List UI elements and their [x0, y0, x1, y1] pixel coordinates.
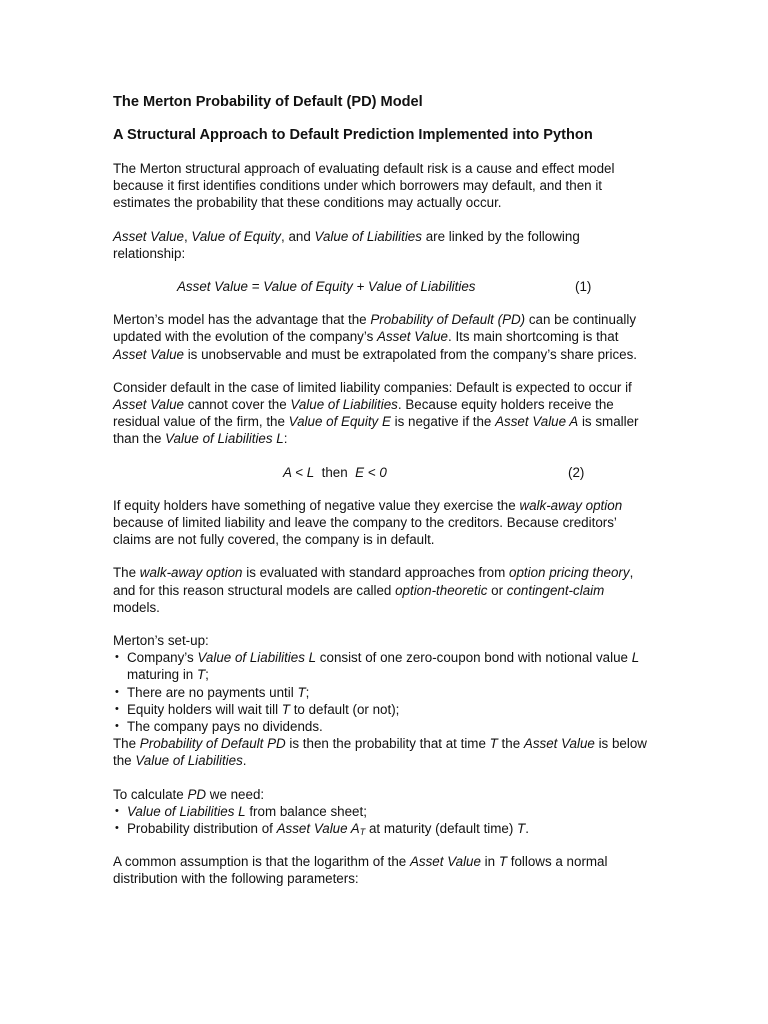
document-page	[113, 93, 653, 888]
document-title: The Merton Probability of Default (PD) Model	[113, 94, 423, 110]
limited-liability-paragraph: Consider default in the case of limited liability companies: Default is expected to occur if Asset Value cannot cover the Value of Liabilities. Because equity holders receive the residual value of the firm, the Value of Equity E is negative if the Asset Value A is smaller than the Value of Liabilities L:	[113, 379, 639, 447]
linked-paragraph: Asset Value, Value of Equity, and Value of Liabilities are linked by the following relationship:	[113, 228, 580, 261]
equation-2-number: (2)	[568, 464, 585, 480]
setup-section	[113, 632, 653, 770]
list-item: • Probability distribution of Asset Value $A_T$ at maturity (default time) T.	[113, 820, 653, 837]
equation-2-formula: A < L then E < 0	[283, 464, 387, 480]
walk-away-paragraph: If equity holders have something of negative value they exercise the walk-away option because of limited liability and leave the company to the creditors. Because creditors’ claims are not fully covered, the company is in default.	[113, 497, 623, 548]
advantage-paragraph: Merton’s model has the advantage that the Probability of Default (PD) can be continually updated with the evolution of the company’s Asset Value. Its main shortcoming is that Asset Value is unobservable and must be extrapolated from the company’s share prices.	[113, 312, 638, 362]
calc-heading: To calculate PD we need:	[113, 786, 265, 802]
equation-1	[113, 278, 653, 295]
list-item: • Company’s Value of Liabilities L consist of one zero-coupon bond with notional value L maturing in T;	[113, 649, 653, 683]
calc-section	[113, 786, 653, 838]
list-item: • Value of Liabilities L from balance sheet;	[113, 803, 653, 820]
list-item: • Equity holders will wait till T to default (or not);	[113, 701, 653, 718]
calc-list	[113, 803, 653, 837]
list-item: • The company pays no dividends.	[113, 718, 653, 735]
setup-heading: Merton’s set-up:	[113, 633, 209, 649]
equation-2	[113, 464, 653, 481]
assumption-paragraph: A common assumption is that the logarithm of the Asset Value in T follows a normal distribution with the following parameters:	[113, 854, 608, 887]
setup-conclusion: The Probability of Default PD is then the probability that at time T the Asset Value is below the Value of Liabilities.	[113, 736, 647, 769]
option-theory-paragraph: The walk-away option is evaluated with standard approaches from option pricing theory, and for this reason structural models are called option-theoretic or contingent-claim models.	[113, 565, 634, 615]
document-subtitle: A Structural Approach to Default Prediction Implemented into Python	[113, 127, 593, 143]
equation-1-number: (1)	[575, 279, 592, 295]
equation-1-formula: Asset Value = Value of Equity + Value of Liabilities	[177, 279, 476, 295]
intro-paragraph: The Merton structural approach of evaluating default risk is a cause and effect model because it first identifies conditions under which borrowers may default, and then it estimates the probability that these conditions may actually occur.	[113, 161, 615, 211]
setup-list	[113, 649, 653, 735]
list-item: • There are no payments until T;	[113, 684, 653, 701]
